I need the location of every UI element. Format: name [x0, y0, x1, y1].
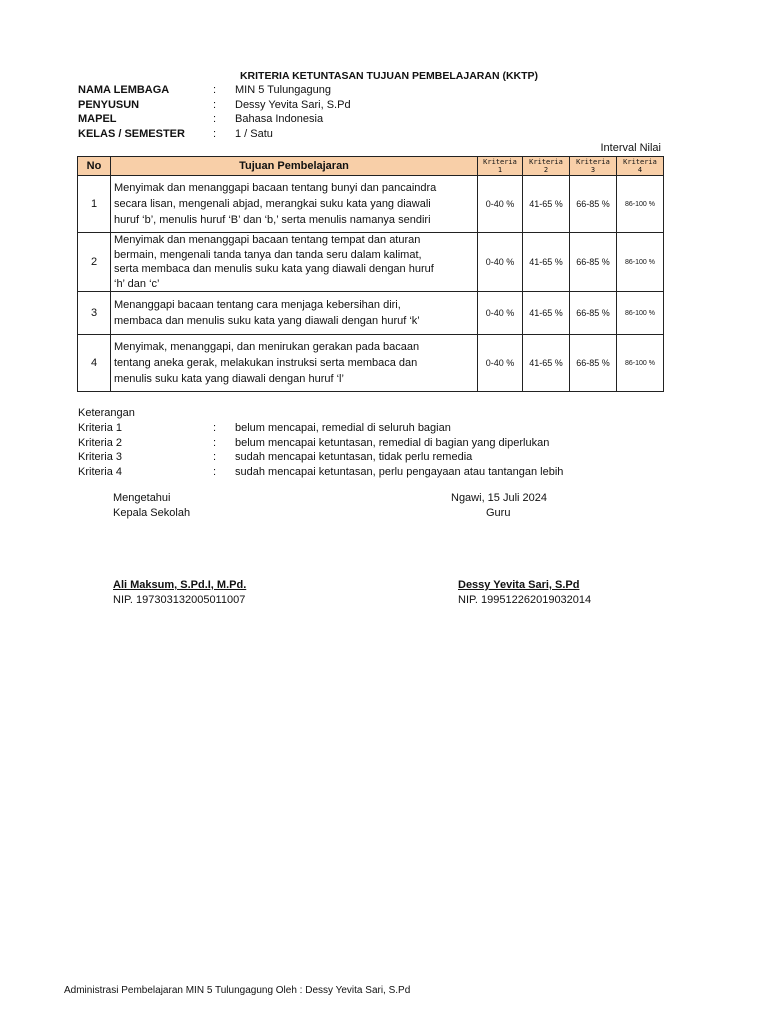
meta-colon: : [213, 113, 217, 125]
sign-left-name: Ali Maksum, S.Pd.I, M.Pd. [113, 579, 247, 591]
kriteria-2-value: 41-65 % [523, 335, 570, 392]
table-header-row [78, 157, 664, 176]
row-number: 4 [78, 335, 111, 392]
keterangan-text: sudah mencapai ketuntasan, perlu pengayaan atau tantangan lebih [235, 466, 564, 478]
tujuan-pembelajaran: Menyimak dan menanggapi bacaan tentang bunyi dan pancaindra secara lisan, mengenali abjad, merangkai suku kata yang diawali huruf ‘b’, menulis huruf ‘B’ dan ‘b,’ serta menulis namanya sendiri [111, 176, 478, 233]
kriteria-1-value: 0-40 % [478, 335, 523, 392]
kriteria-4-value: 86-100 % [617, 292, 664, 335]
page-footer: Administrasi Pembelajaran MIN 5 Tulungagung Oleh : Dessy Yevita Sari, S.Pd [64, 985, 411, 996]
sign-right-date: Ngawi, 15 Juli 2024 [451, 492, 548, 504]
meta-value-lembaga: MIN 5 Tulungagung [235, 84, 332, 96]
kriteria-4-value: 86-100 % [617, 335, 664, 392]
meta-value-kelas: 1 / Satu [235, 128, 273, 140]
keterangan-colon: : [213, 422, 217, 434]
keterangan-label: Kriteria 2 [78, 437, 123, 449]
kriteria-3-value: 66-85 % [570, 233, 617, 292]
sign-left-role: Kepala Sekolah [113, 507, 191, 519]
kriteria-3-value: 66-85 % [570, 176, 617, 233]
meta-colon: : [213, 128, 217, 140]
meta-label-lembaga: NAMA LEMBAGA [78, 84, 170, 96]
kriteria-4-value: 86-100 % [617, 176, 664, 233]
table-row [78, 233, 664, 292]
keterangan-heading: Keterangan [78, 407, 135, 419]
header-kriteria-2: Kriteria 2 [523, 157, 570, 176]
meta-label-penyusun: PENYUSUN [78, 99, 140, 111]
row-number: 3 [78, 292, 111, 335]
header-tujuan: Tujuan Pembelajaran [111, 157, 478, 176]
kriteria-2-value: 41-65 % [523, 233, 570, 292]
table-row [78, 176, 664, 233]
table-row [78, 292, 664, 335]
kriteria-1-value: 0-40 % [478, 176, 523, 233]
meta-value-mapel: Bahasa Indonesia [235, 113, 324, 125]
sign-left-nip: NIP. 197303132005011007 [113, 594, 246, 606]
row-number: 1 [78, 176, 111, 233]
table-row [78, 335, 664, 392]
header-kriteria-4: Kriteria 4 [617, 157, 664, 176]
keterangan-colon: : [213, 451, 217, 463]
tujuan-pembelajaran: Menyimak, menanggapi, dan menirukan gerakan pada bacaan tentang aneka gerak, melakukan instruksi serta membaca dan menulis suku kata yang diawali dengan huruf ‘l’ [111, 335, 478, 392]
keterangan-text: sudah mencapai ketuntasan, tidak perlu remedia [235, 451, 473, 463]
keterangan-colon: : [213, 437, 217, 449]
keterangan-text: belum mencapai ketuntasan, remedial di bagian yang diperlukan [235, 437, 550, 449]
sign-right-name: Dessy Yevita Sari, S.Pd [458, 579, 580, 591]
keterangan-label: Kriteria 1 [78, 422, 123, 434]
tujuan-pembelajaran: Menyimak dan menanggapi bacaan tentang tempat dan aturan bermain, mengenali tanda tanya dan tanda seru dalam kalimat, serta membaca dan menulis suku kata yang diawali dengan huruf ‘h’ dan ‘c’ [111, 233, 478, 292]
kriteria-1-value: 0-40 % [478, 292, 523, 335]
keterangan-label: Kriteria 4 [78, 466, 123, 478]
sign-right-nip: NIP. 199512262019032014 [458, 594, 592, 606]
meta-colon: : [213, 84, 217, 96]
document-title: KRITERIA KETUNTASAN TUJUAN PEMBELAJARAN (KKTP) [239, 70, 539, 82]
kktp-table [77, 156, 664, 392]
header-kriteria-1: Kriteria 1 [478, 157, 523, 176]
interval-nilai-label: Interval Nilai [600, 142, 661, 154]
row-number: 2 [78, 233, 111, 292]
header-no: No [78, 157, 111, 176]
keterangan-label: Kriteria 3 [78, 451, 123, 463]
kriteria-3-value: 66-85 % [570, 335, 617, 392]
sign-left-mengetahui: Mengetahui [113, 492, 171, 504]
keterangan-colon: : [213, 466, 217, 478]
meta-label-kelas: KELAS / SEMESTER [78, 128, 185, 140]
keterangan-text: belum mencapai, remedial di seluruh bagian [235, 422, 451, 434]
kriteria-3-value: 66-85 % [570, 292, 617, 335]
kriteria-4-value: 86-100 % [617, 233, 664, 292]
meta-colon: : [213, 99, 217, 111]
meta-value-penyusun: Dessy Yevita Sari, S.Pd [235, 99, 351, 111]
tujuan-pembelajaran: Menanggapi bacaan tentang cara menjaga kebersihan diri, membaca dan menulis suku kata yang diawali dengan huruf ‘k’ [111, 292, 478, 335]
kriteria-2-value: 41-65 % [523, 176, 570, 233]
kriteria-1-value: 0-40 % [478, 233, 523, 292]
meta-label-mapel: MAPEL [78, 113, 117, 125]
kriteria-2-value: 41-65 % [523, 292, 570, 335]
sign-right-role: Guru [486, 507, 511, 519]
header-kriteria-3: Kriteria 3 [570, 157, 617, 176]
